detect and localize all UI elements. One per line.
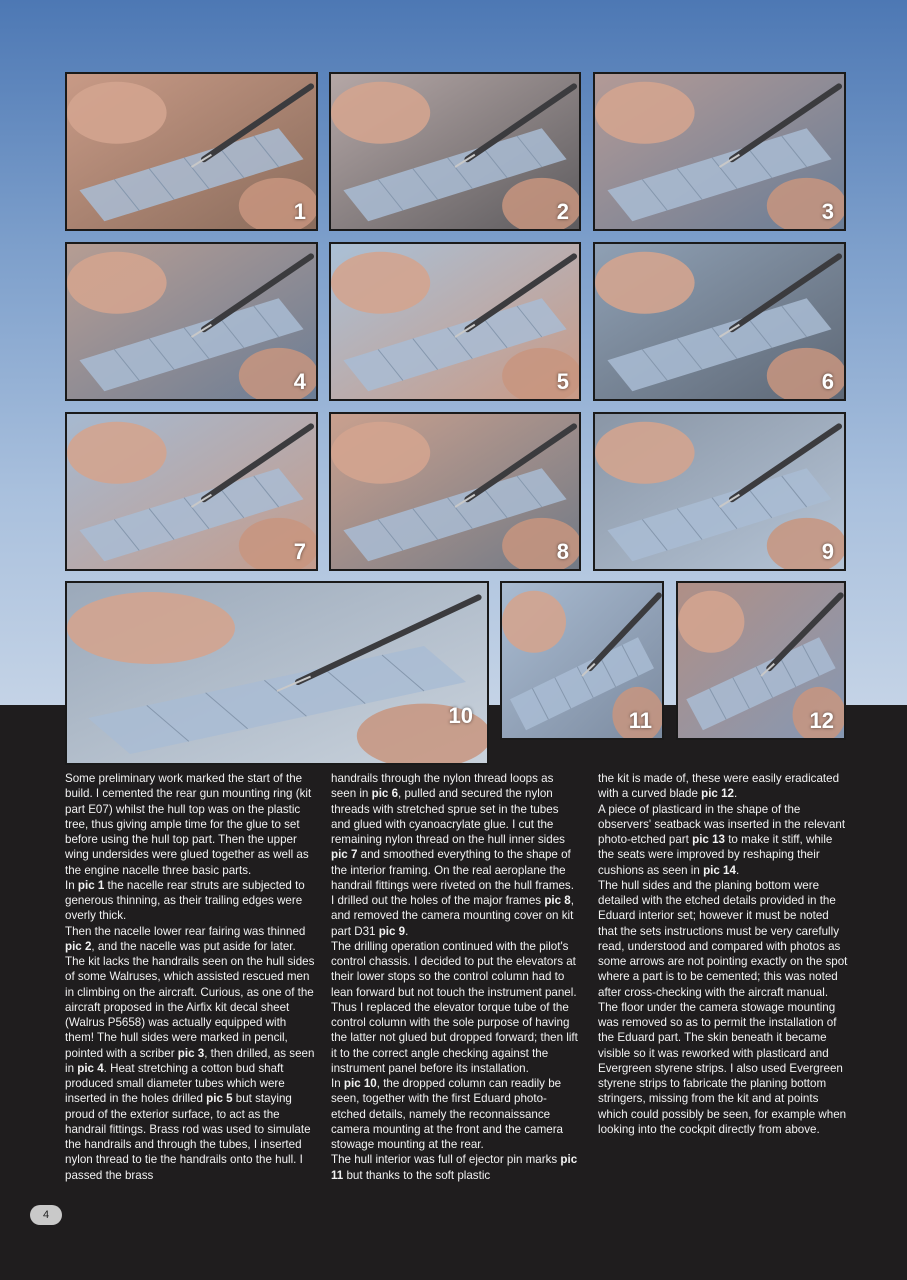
pic-reference: pic 13 [692,833,725,846]
photo-6-image [595,244,844,399]
pic-reference: pic 9 [378,924,406,938]
pic-reference: pic 10 [343,1077,377,1090]
photo-6 [593,242,846,401]
text-run: , and removed the camera mounting cover on kit part D31 [331,894,574,938]
paragraph [598,802,848,878]
pic-reference: pic 7 [331,848,358,862]
paragraph [598,1000,848,1137]
pic-reference: pic 2 [65,939,92,953]
text-run: The kit lacks the handrails seen on the hull sides of some Walruses, which assisted rescued men in climbing on the aircraft. Curious, as one of the aircraft proposed in the Airfix kit decal sheet (Walrus P5658) was actually equipped with them! The hull sides were marked in pencil, pointed with a scriber [65,955,315,1060]
text-run: but thanks to the soft plastic [343,1168,491,1182]
paragraph [331,893,581,939]
paragraph [331,771,581,893]
text-run: The drilling operation continued with the pilot's control chassis. I decided to put the elevators at their lower stops so the control column had to lean forward but not touch the instrument panel. Thus I replaced the elevator torque tube of the control column with the sole purpose of having the latter not glued but dropped forward; then lift it to the correct angle checking against the instrument panel before its installation. [331,939,578,1075]
paragraph [65,954,315,1183]
text-run: Some preliminary work marked the start of the build. I cemented the rear gun mounting ring (kit part E07) whilst the hull top was on the plastic tree, thus giving ample time for the glue to set before using the hull top part. Then the upper wing undersides were glued together as well as the engine nacelle three basic parts. [65,772,312,877]
text-run: the nacelle rear struts are subjected to generous thinning, as their trailing edges were overly thick. [65,878,305,923]
photo-9-image [595,414,844,569]
text-run: I drilled out the holes of the major frames [331,894,545,907]
text-run: , and the nacelle was put aside for later. [91,939,296,953]
photo-caption: 12 [809,708,834,733]
photo-10 [65,581,489,765]
photo-8 [329,412,581,571]
text-run: . [734,787,738,801]
text-run: , pulled and secured the nylon threads with stretched sprue set in the tubes and glued with cyanoacrylate glue. I cut the remaining nylon thread on the hull inner sides [331,787,565,846]
photo-2 [329,72,581,231]
page-number-badge: 4 [30,1205,62,1225]
text-run: to make it stiff, while the seats were improved by reshaping their cushions as seen in [598,833,833,877]
pic-reference: pic 3 [177,1046,205,1060]
photo-caption: 8 [556,539,569,564]
photo-4 [65,242,318,401]
photo-12 [676,581,846,740]
photo-2-image [331,74,579,229]
paragraph [598,878,848,1000]
photo-5 [329,242,581,401]
photo-7-image [67,414,316,569]
text-column-3 [598,771,848,1137]
text-run: In [65,878,78,892]
text-run: . [735,863,740,877]
text-run: , the dropped column can readily be seen, together with the first Eduard photo-etched details, namely the reconnaissance camera mounting at the front and the camera stowage mounting at the rear. [331,1077,564,1151]
photo-1-image [67,74,316,229]
text-run: Then the nacelle lower rear fairing was thinned [65,924,306,938]
photo-caption: 4 [293,369,306,394]
photo-1 [65,72,318,231]
photo-caption: 11 [628,708,652,733]
text-column-1 [65,771,315,1183]
photo-caption: 6 [821,369,834,394]
pic-reference: pic 5 [206,1092,233,1106]
text-run: . [405,924,409,938]
photo-caption: 3 [821,199,834,224]
photo-3-image [595,74,844,229]
photo-caption: 7 [293,539,306,564]
text-run: handrails through the nylon thread loops as seen in [331,772,554,801]
paragraph [65,924,315,955]
paragraph [65,771,315,878]
text-run: A piece of plasticard in the shape of the observers' seatback was inserted in the relevant photo-etched part [598,802,846,846]
pic-reference: pic 11 [331,1153,578,1182]
photo-7 [65,412,318,571]
paragraph [598,771,848,802]
text-run: The hull interior was full of ejector pin marks [331,1153,561,1167]
photo-8-image [331,414,579,569]
paragraph [65,878,315,924]
text-run: and smoothed everything to the shape of the interior framing. On the real aeroplane the handrail fittings were riveted on the hull frames. [331,848,574,892]
pic-reference: pic 8 [544,894,571,907]
text-run: The floor under the camera stowage mounting was removed so as to permit the installation of the Eduard part. The skin beneath it became visible so it was reworked with plasticard and Evergreen styrene strips. I also used Evergreen styrene strips to fabricate the planing bottom stringers, missing from the kit and at points which could possibly be seen, for example when looking into the cockpit directly from above. [598,1000,847,1136]
photo-4-image [67,244,316,399]
pic-reference: pic 14 [703,863,736,877]
text-run: but staying proud of the exterior surface, to act as the handrail fittings. Brass rod was used to simulate the handrails and through the tubes, I inserted nylon thread to tie the handrails onto the hull. I passed the brass [65,1092,311,1182]
photo-caption: 2 [556,199,569,224]
pic-reference: pic 1 [77,878,105,892]
pic-reference: pic 6 [371,787,399,801]
photo-caption: 10 [448,703,473,728]
text-run: The hull sides and the planing bottom were detailed with the etched details provided in the Eduard interior set; however it must be noted that the sets instructions must be very carefully read, understood and compared with photos as some arrows are not pointing exactly on the spot where a part is to be cemented; this was noted after cross-checking with the aircraft manual. [598,878,848,999]
photo-caption: 1 [293,199,306,224]
photo-11 [500,581,664,740]
text-run: . Heat stretching a cotton bud shaft produced small diameter tubes which were inserted in the holes drilled [65,1061,285,1106]
paragraph [331,1152,581,1183]
photo-caption: 5 [556,369,569,394]
photo-10-image [67,583,487,763]
text-column-2 [331,771,581,1183]
photo-9 [593,412,846,571]
pic-reference: pic 4 [77,1061,104,1075]
text-run: , then drilled, as seen in [65,1046,315,1075]
paragraph [331,939,581,1076]
photo-5-image [331,244,579,399]
text-run: the kit is made of, these were easily eradicated with a curved blade [598,772,840,801]
text-run: In [331,1077,344,1090]
photo-caption: 9 [821,539,834,564]
paragraph [331,1076,581,1152]
pic-reference: pic 12 [701,787,734,801]
photo-3 [593,72,846,231]
